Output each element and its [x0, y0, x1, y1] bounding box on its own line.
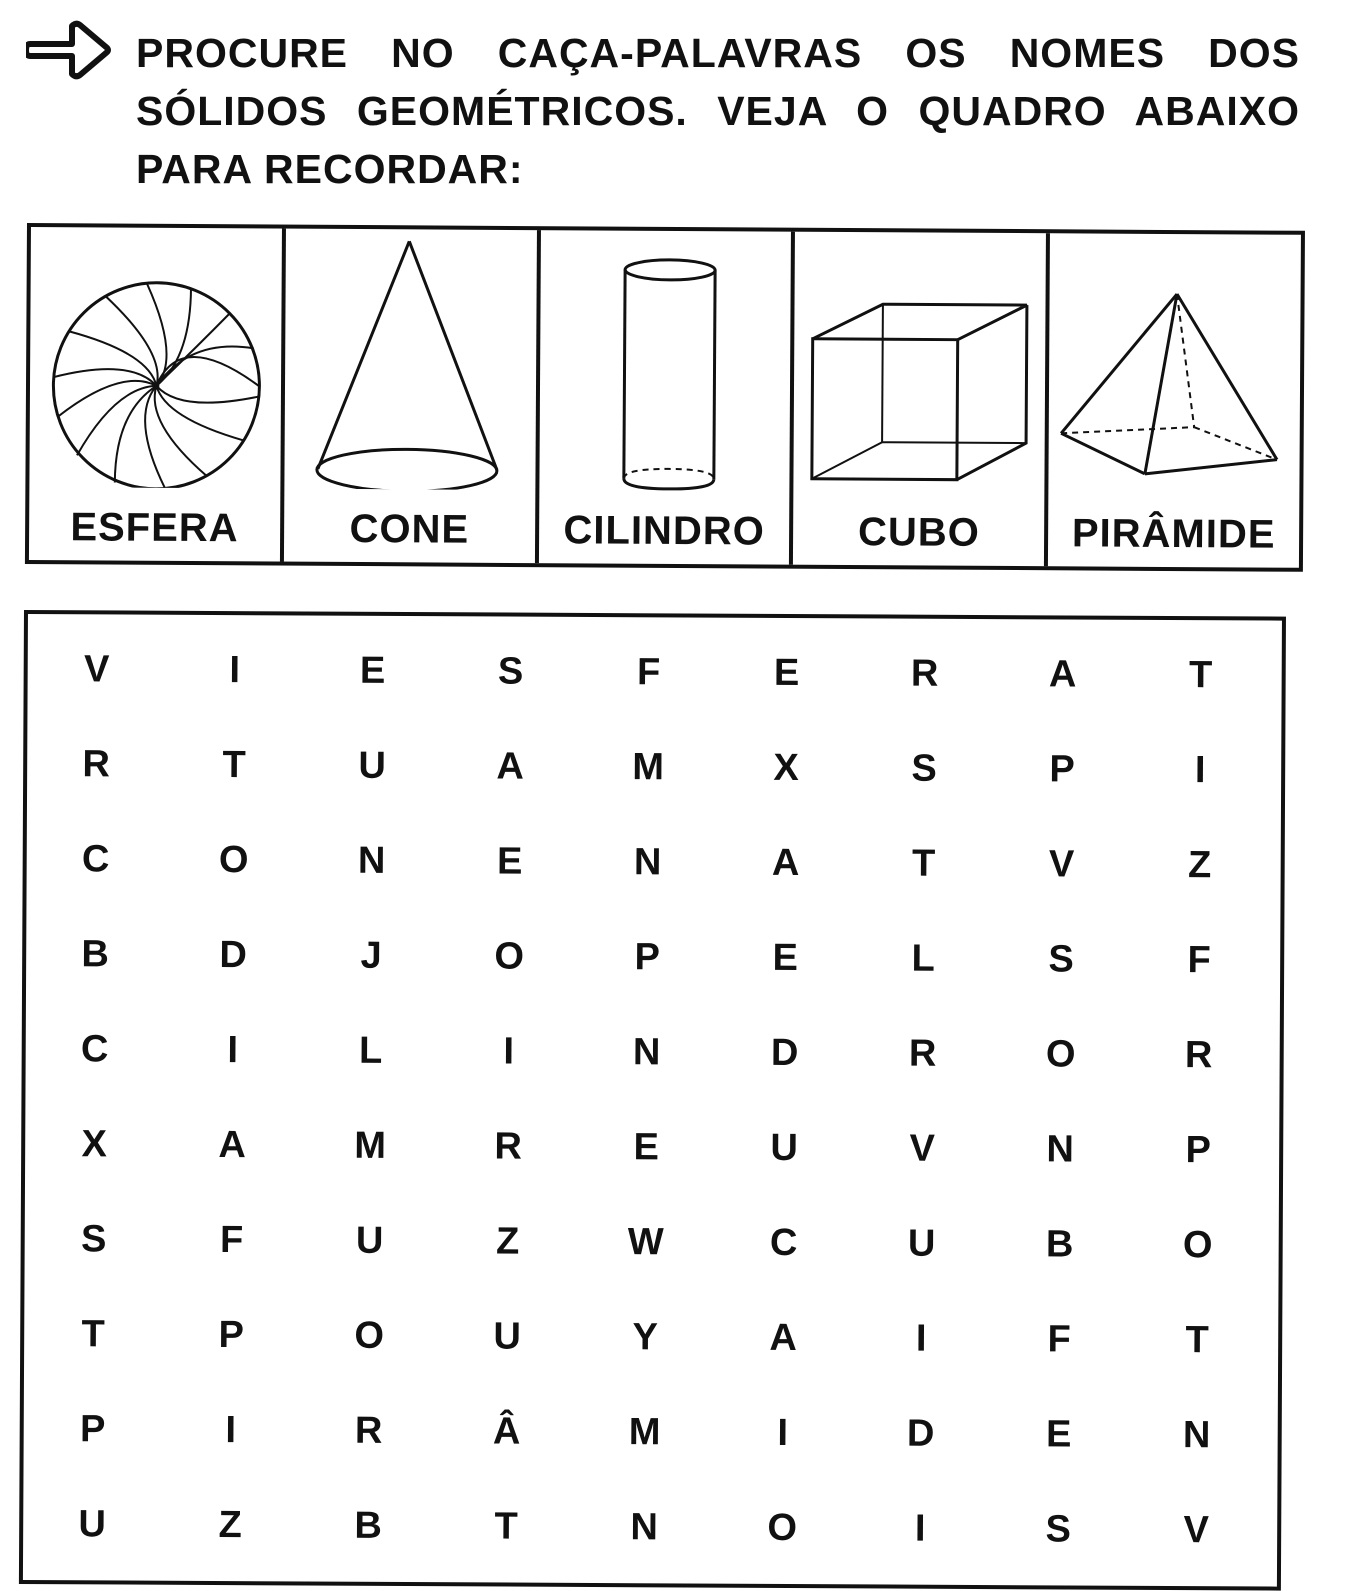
grid-letter: W [627, 1221, 664, 1264]
grid-letter: E [773, 651, 800, 695]
grid-letter: O [218, 839, 249, 882]
grid-letter: I [777, 1411, 789, 1455]
grid-letter: R [354, 1409, 383, 1452]
grid-letter: O [1045, 1033, 1076, 1076]
grid-letter: O [494, 935, 525, 978]
grid-letter: V [1048, 843, 1075, 886]
grid-letter: N [1182, 1414, 1211, 1457]
solids-reference-table [25, 223, 1305, 572]
grid-letter: X [81, 1123, 107, 1166]
grid-letter: Z [495, 1220, 520, 1263]
solid-cell-cone [284, 229, 541, 564]
grid-letter: N [633, 841, 662, 884]
grid-letter: P [1185, 1129, 1211, 1172]
grid-letter: L [911, 937, 935, 980]
grid-letter: P [79, 1408, 106, 1451]
grid-letter: A [218, 1124, 247, 1167]
grid-letter: O [1182, 1224, 1213, 1267]
grid-letter: A [1048, 653, 1077, 696]
cube-icon [794, 232, 1046, 494]
instruction-text: PROCURE NO CAÇA-PALAVRAS OS NOMES DOS SÓLIDOS GEOMÉTRICOS. VEJA O QUADRO ABAIXO PARA RECORDAR: [136, 30, 1300, 192]
cone-icon [284, 229, 536, 491]
grid-letter: U [907, 1222, 936, 1265]
grid-letter: O [767, 1506, 798, 1550]
grid-letter: S [80, 1218, 107, 1261]
grid-letter: B [354, 1504, 383, 1547]
arrow-right-icon [26, 14, 112, 86]
grid-letter: V [909, 1127, 935, 1170]
grid-letter: F [1187, 939, 1211, 982]
grid-letter: M [632, 746, 665, 789]
grid-letter: Â [492, 1410, 521, 1453]
grid-letter: E [359, 649, 386, 692]
grid-letter: T [222, 744, 246, 787]
grid-letter: A [771, 841, 800, 885]
grid-letter: X [773, 746, 799, 790]
solid-label-esfera: ESFERA [70, 505, 239, 551]
solid-label-piramide: PIRÂMIDE [1071, 511, 1276, 557]
solid-cell-sphere [29, 227, 286, 562]
sphere-icon [29, 227, 281, 489]
grid-letter: E [772, 936, 798, 980]
grid-letter: S [1045, 1508, 1071, 1551]
grid-letter: V [1183, 1509, 1209, 1552]
grid-letter: Y [632, 1316, 658, 1359]
grid-letter: S [497, 650, 524, 693]
grid-letter: C [769, 1221, 798, 1265]
grid-letter: C [80, 1028, 109, 1071]
grid-letter: M [628, 1411, 661, 1454]
grid-letter: A [769, 1316, 798, 1360]
solid-cell-pyramid [1048, 233, 1301, 568]
solid-label-cubo: CUBO [857, 510, 980, 555]
grid-letter: I [225, 1409, 237, 1452]
grid-letter: P [1049, 748, 1075, 791]
grid-letter: U [355, 1219, 384, 1262]
cylinder-icon [539, 230, 791, 492]
grid-letter: N [632, 1031, 661, 1074]
grid-letter: E [496, 840, 523, 883]
grid-letter: I [1194, 749, 1206, 792]
grid-letter: A [496, 745, 525, 788]
grid-letter: O [354, 1314, 385, 1357]
grid-letter: B [81, 933, 110, 976]
solid-cell-cylinder [539, 230, 796, 565]
grid-letter: F [636, 651, 661, 694]
grid-letter: Z [1187, 844, 1212, 887]
grid-letter: Z [218, 1504, 242, 1547]
grid-letter: T [81, 1313, 105, 1356]
grid-letter: I [227, 1029, 239, 1072]
solid-label-cone: CONE [349, 506, 470, 552]
solid-cell-cube [793, 232, 1050, 567]
grid-letter: I [229, 649, 241, 692]
grid-letter: J [360, 934, 382, 977]
grid-letter: R [908, 1032, 937, 1075]
grid-letter: I [915, 1317, 927, 1360]
grid-letter: T [1188, 654, 1213, 697]
grid-letter: M [354, 1124, 387, 1167]
grid-letter: R [494, 1125, 523, 1168]
grid-letter: F [1047, 1318, 1071, 1361]
grid-letter: I [914, 1507, 926, 1550]
grid-letter: D [770, 1031, 799, 1075]
grid-letter: C [81, 838, 110, 881]
word-search-grid [23, 614, 1282, 1587]
grid-letter: N [357, 839, 386, 882]
grid-letter: B [1045, 1223, 1074, 1266]
grid-letter: E [1045, 1413, 1072, 1456]
grid-letter: N [630, 1506, 659, 1549]
grid-letter: P [634, 936, 660, 979]
grid-letter: P [218, 1314, 244, 1357]
grid-letter: U [770, 1126, 799, 1170]
grid-letter: D [906, 1412, 935, 1455]
grid-letter: T [911, 842, 936, 885]
grid-letter: T [494, 1505, 518, 1548]
grid-letter: S [911, 747, 937, 790]
pyramid-icon [1049, 233, 1301, 495]
grid-letter: R [1184, 1034, 1213, 1077]
grid-letter: U [358, 744, 387, 787]
grid-letter: R [82, 743, 111, 786]
word-search-box [19, 610, 1286, 1591]
grid-letter: U [78, 1503, 107, 1546]
grid-letter: D [219, 934, 248, 977]
grid-letter: V [83, 648, 110, 691]
grid-letter: U [493, 1315, 522, 1358]
grid-letter: R [910, 652, 939, 695]
grid-letter: T [1185, 1319, 1209, 1362]
grid-letter: N [1046, 1128, 1075, 1171]
grid-letter: E [633, 1126, 659, 1169]
solid-label-cilindro: CILINDRO [563, 508, 765, 554]
grid-letter: S [1048, 938, 1074, 981]
grid-letter: F [219, 1219, 244, 1262]
grid-letter: L [358, 1029, 383, 1072]
grid-letter: I [503, 1030, 515, 1073]
